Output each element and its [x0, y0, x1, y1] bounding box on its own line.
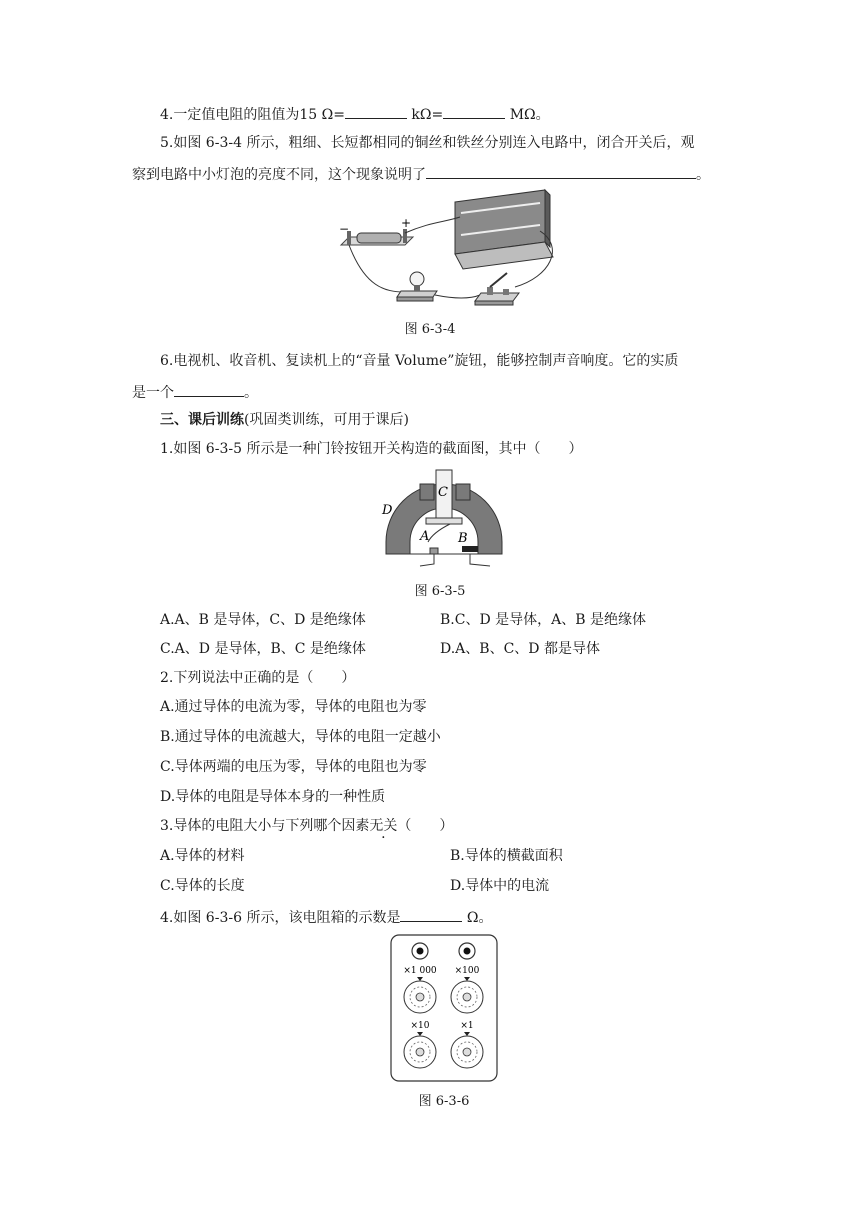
p4-stem-post: Ω。 [462, 910, 493, 926]
section-3-heading [160, 410, 409, 430]
figure-6-3-4-caption: 图 6-3-4 [404, 322, 456, 337]
p1-option-b: B.C、D 是导体，A、B 是绝缘体 [440, 612, 646, 628]
q4-suffix: MΩ。 [505, 107, 550, 123]
terminal-icon [412, 943, 428, 959]
q6-text-2: 是一个 [132, 385, 174, 401]
q4-mid: kΩ= [406, 107, 444, 123]
p3-option-d: D.导体中的电流 [450, 878, 550, 894]
p3-stem-emphasis: 无关 [369, 818, 398, 834]
q5-text-2: 察到电路中小灯泡的亮度不同，这个现象说明了 [132, 167, 426, 183]
figure-6-3-5-caption: 图 6-3-5 [414, 584, 466, 599]
p1-option-a: A.A、B 是导体，C、D 是绝缘体 [160, 612, 366, 628]
label-d: D [382, 503, 393, 518]
label-a: A [420, 529, 430, 544]
question-6-line-1 [160, 351, 678, 371]
p2-option-d: D.导体的电阻是导体本身的一种性质 [160, 789, 386, 805]
p2-option-b: B.通过导体的电流越大，导体的电阻一定越小 [160, 729, 441, 745]
section-3-title: 三、课后训练 [160, 412, 244, 428]
q5-end: 。 [696, 167, 710, 183]
problem-1-stem [160, 439, 582, 459]
figure-6-3-4 [335, 187, 570, 312]
dial-label-1000: ×1 000 [403, 966, 437, 976]
label-b: B [458, 531, 468, 546]
p3-stem-post: （ ） [397, 818, 454, 834]
question-5-line-2 [132, 163, 710, 185]
question-4 [160, 103, 550, 125]
problem-4-stem [160, 906, 493, 928]
problem-2-stem: 2.下列说法中正确的是（ ） [160, 670, 356, 686]
q6-end: 。 [244, 385, 258, 401]
p2-option-c: C.导体两端的电压为零，导体的电阻也为零 [160, 759, 427, 775]
p2-option-a: A.通过导体的电流为零，导体的电阻也为零 [160, 699, 427, 715]
answer-blank [400, 906, 462, 922]
switch-icon [475, 273, 519, 305]
question-6-line-2 [132, 381, 258, 403]
section-3-note: (巩固类训练，可用于课后) [244, 412, 409, 428]
label-c: C [438, 485, 448, 500]
p1-stem-text: 1.如图 6-3-5 所示是一种门铃按钮开关构造的截面图，其中（ ） [160, 441, 583, 457]
q4-prefix: 4.一定值电阻的阻值为15 Ω= [160, 107, 345, 123]
plus-label: + [401, 216, 412, 230]
battery-icon [341, 229, 413, 245]
figure-6-3-6 [390, 934, 498, 1082]
p1-option-c: C.A、D 是导体，B、C 是绝缘体 [160, 641, 366, 657]
wire-board-icon [455, 190, 553, 269]
p3-stem-pre: 3.导体的电阻大小与下列哪个因素 [160, 818, 370, 834]
lamp-icon [397, 272, 437, 301]
dial-label-100: ×100 [454, 966, 480, 976]
answer-blank [345, 103, 407, 119]
question-5-line-1 [160, 133, 694, 153]
p1-option-d: D.A、B、C、D 都是导体 [440, 641, 600, 657]
dial-label-10: ×10 [410, 1021, 430, 1031]
answer-blank [426, 163, 696, 179]
p3-option-a: A.导体的材料 [160, 848, 245, 864]
p3-option-c: C.导体的长度 [160, 878, 245, 894]
p4-stem-pre: 4.如图 6-3-6 所示，该电阻箱的示数是 [160, 910, 401, 926]
terminal-icon [459, 943, 475, 959]
figure-6-3-5 [380, 462, 510, 572]
q6-text-1: 6.电视机、收音机、复读机上的“音量 Volume”旋钮，能够控制声音响度。它的实质 [160, 353, 679, 369]
figure-6-3-6-caption: 图 6-3-6 [418, 1094, 470, 1109]
minus-label: − [339, 222, 350, 236]
answer-blank [174, 381, 244, 397]
p3-option-b: B.导体的横截面积 [450, 848, 563, 864]
dial-label-1: ×1 [460, 1021, 474, 1031]
answer-blank [443, 103, 505, 119]
problem-3-stem [160, 816, 453, 836]
q5-text-1: 5.如图 6-3-4 所示，粗细、长短都相同的铜丝和铁丝分别连入电路中，闭合开关后，观 [160, 135, 695, 151]
